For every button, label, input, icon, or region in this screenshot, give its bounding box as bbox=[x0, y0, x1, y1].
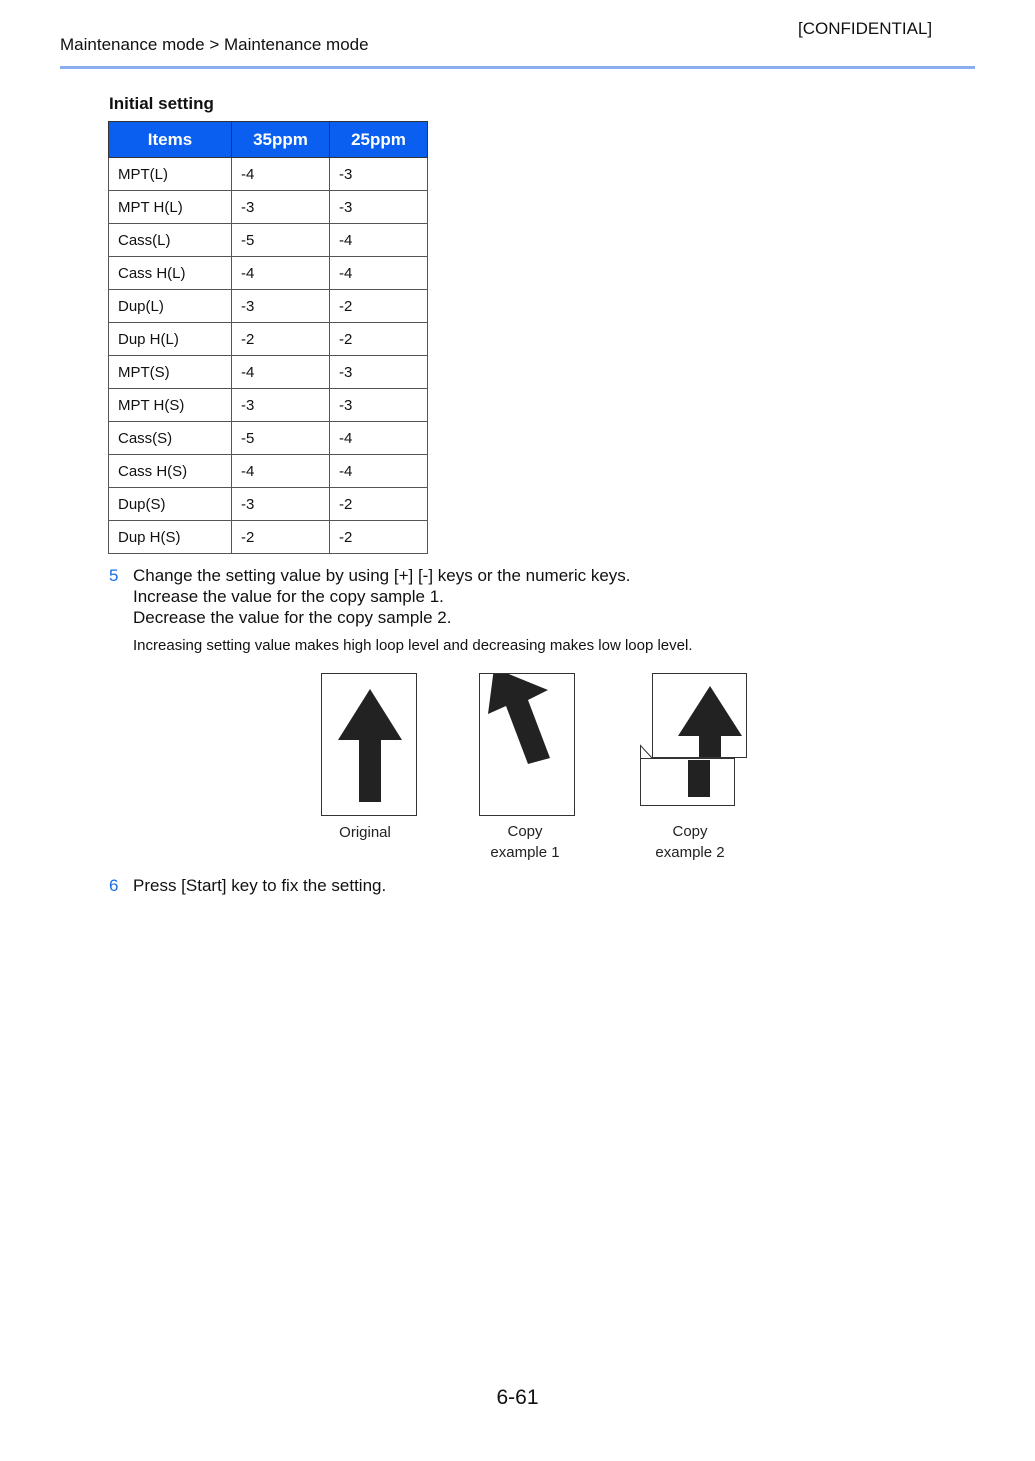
value-25ppm-cell: -4 bbox=[330, 224, 428, 257]
caption-line: Copy bbox=[507, 823, 543, 840]
initial-setting-table bbox=[108, 121, 428, 554]
step-line: Increase the value for the copy sample 1. bbox=[133, 587, 444, 606]
table-row bbox=[109, 488, 428, 521]
item-cell: MPT(L) bbox=[109, 158, 232, 191]
caption-line: example 1 bbox=[490, 844, 560, 861]
page-number: 6-61 bbox=[496, 1386, 539, 1409]
arrow-lower-half bbox=[688, 760, 710, 797]
table-row bbox=[109, 422, 428, 455]
item-cell: Dup(S) bbox=[109, 488, 232, 521]
table-row bbox=[109, 158, 428, 191]
value-25ppm-cell: -2 bbox=[330, 488, 428, 521]
caption-line: example 2 bbox=[655, 844, 725, 861]
value-35ppm-cell: -4 bbox=[232, 257, 330, 290]
value-35ppm-cell: -4 bbox=[232, 158, 330, 191]
table-row bbox=[109, 257, 428, 290]
loop-level-illustration bbox=[300, 670, 780, 870]
value-25ppm-cell: -3 bbox=[330, 356, 428, 389]
value-25ppm-cell: -4 bbox=[330, 422, 428, 455]
item-cell: Dup H(L) bbox=[109, 323, 232, 356]
caption-copy-example-1 bbox=[480, 821, 570, 863]
value-25ppm-cell: -3 bbox=[330, 389, 428, 422]
value-25ppm-cell: -4 bbox=[330, 455, 428, 488]
step-line: Decrease the value for the copy sample 2. bbox=[133, 608, 452, 627]
table-row bbox=[109, 224, 428, 257]
value-35ppm-cell: -2 bbox=[232, 323, 330, 356]
table-row bbox=[109, 191, 428, 224]
original-sheet bbox=[322, 674, 417, 816]
value-35ppm-cell: -3 bbox=[232, 290, 330, 323]
step-number: 6 bbox=[109, 876, 119, 895]
caption-line: Copy bbox=[672, 823, 708, 840]
item-cell: Cass H(S) bbox=[109, 455, 232, 488]
value-35ppm-cell: -5 bbox=[232, 422, 330, 455]
step-5-body bbox=[133, 565, 933, 628]
item-cell: Cass(L) bbox=[109, 224, 232, 257]
value-25ppm-cell: -2 bbox=[330, 323, 428, 356]
breadcrumb: Maintenance mode > Maintenance mode bbox=[60, 35, 369, 54]
column-header-35ppm: 35ppm bbox=[232, 122, 330, 158]
item-cell: Cass H(L) bbox=[109, 257, 232, 290]
item-cell: Dup(L) bbox=[109, 290, 232, 323]
item-cell: MPT H(L) bbox=[109, 191, 232, 224]
item-cell: MPT H(S) bbox=[109, 389, 232, 422]
value-35ppm-cell: -3 bbox=[232, 191, 330, 224]
step-line: Change the setting value by using [+] [-] keys or the numeric keys. bbox=[133, 566, 631, 585]
table-row bbox=[109, 455, 428, 488]
copy-example-2-sheet bbox=[641, 674, 747, 806]
item-cell: Cass(S) bbox=[109, 422, 232, 455]
value-35ppm-cell: -3 bbox=[232, 389, 330, 422]
value-25ppm-cell: -2 bbox=[330, 521, 428, 554]
table-row bbox=[109, 356, 428, 389]
column-header-items: Items bbox=[109, 122, 232, 158]
copy-example-1-sheet bbox=[480, 670, 575, 816]
table-row bbox=[109, 389, 428, 422]
section-title: Initial setting bbox=[109, 94, 214, 113]
value-35ppm-cell: -5 bbox=[232, 224, 330, 257]
item-cell: Dup H(S) bbox=[109, 521, 232, 554]
confidential-label: [CONFIDENTIAL] bbox=[798, 19, 933, 38]
item-cell: MPT(S) bbox=[109, 356, 232, 389]
table-row bbox=[109, 521, 428, 554]
step-line: Press [Start] key to fix the setting. bbox=[133, 876, 387, 895]
value-25ppm-cell: -2 bbox=[330, 290, 428, 323]
value-25ppm-cell: -3 bbox=[330, 191, 428, 224]
header-divider bbox=[60, 66, 975, 69]
value-35ppm-cell: -3 bbox=[232, 488, 330, 521]
step-6-body bbox=[133, 875, 933, 896]
step-number: 5 bbox=[109, 566, 119, 585]
column-header-25ppm: 25ppm bbox=[330, 122, 428, 158]
step-5-note: Increasing setting value makes high loop level and decreasing makes low loop level. bbox=[133, 637, 693, 654]
table-header-row bbox=[109, 122, 428, 158]
value-25ppm-cell: -4 bbox=[330, 257, 428, 290]
value-35ppm-cell: -2 bbox=[232, 521, 330, 554]
step-5 bbox=[109, 565, 631, 627]
caption-copy-example-2 bbox=[645, 821, 735, 863]
value-35ppm-cell: -4 bbox=[232, 356, 330, 389]
table-row bbox=[109, 323, 428, 356]
value-35ppm-cell: -4 bbox=[232, 455, 330, 488]
value-25ppm-cell: -3 bbox=[330, 158, 428, 191]
table-row bbox=[109, 290, 428, 323]
caption-original: Original bbox=[339, 824, 391, 841]
step-6 bbox=[109, 875, 387, 896]
